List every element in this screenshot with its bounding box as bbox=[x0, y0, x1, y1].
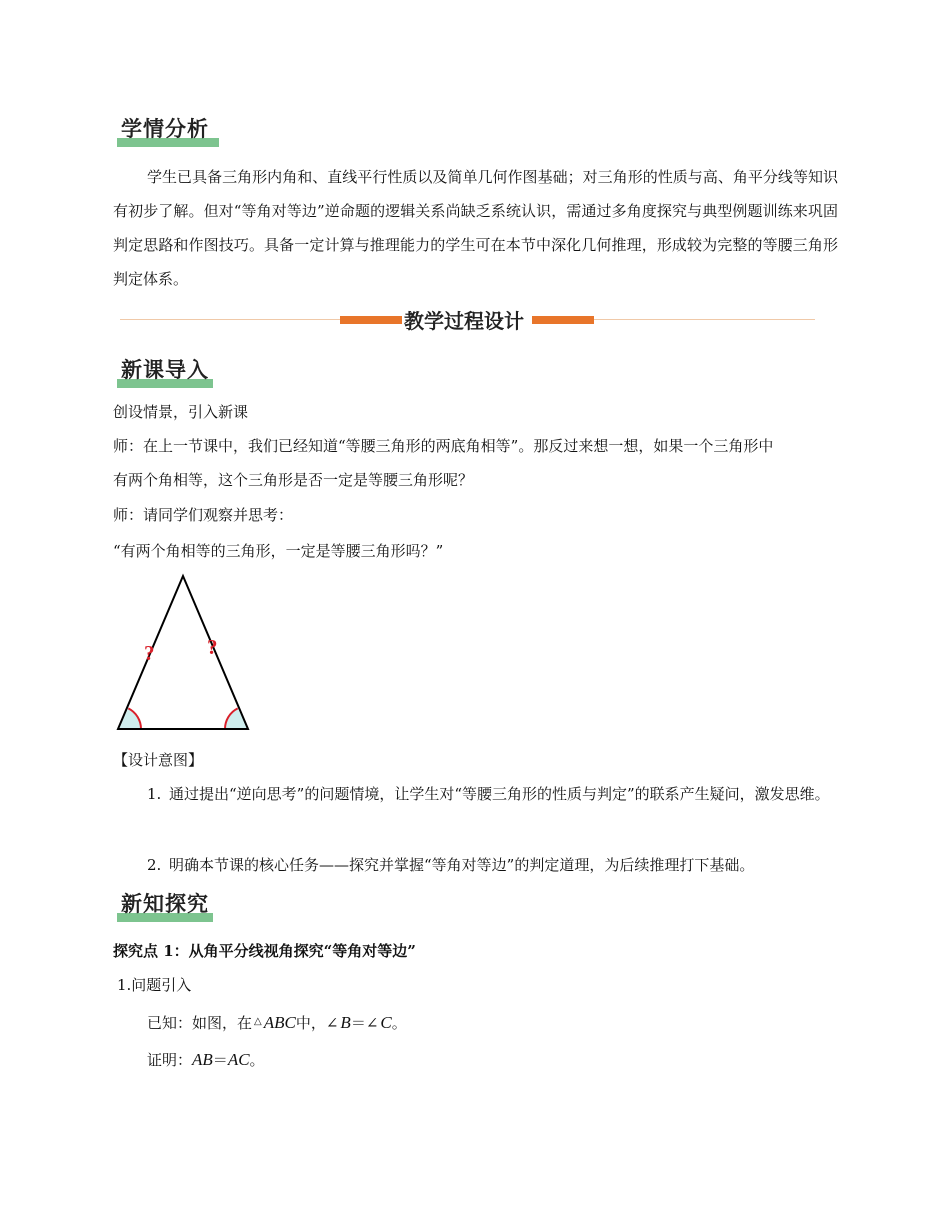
heading-text: 学情分析 bbox=[121, 117, 209, 141]
math-angle-c: C bbox=[380, 1013, 392, 1032]
list-text: 明确本节课的核心任务——探究并掌握“等角对等边”的判定道理，为后续推理打下基础。 bbox=[169, 856, 755, 874]
divider-accent-right bbox=[532, 316, 594, 324]
given-end: 。 bbox=[391, 1014, 407, 1032]
math-angle-b: B bbox=[340, 1013, 351, 1032]
divider-title: 教学过程设计 bbox=[404, 309, 524, 333]
process-design-divider bbox=[120, 305, 815, 335]
intro-line-3: 有两个角相等，这个三角形是否一定是等腰三角形呢？ bbox=[113, 471, 474, 489]
question-mark-right: ? bbox=[207, 635, 218, 659]
isosceles-triangle-figure bbox=[110, 570, 260, 740]
intro-line-5: “有两个角相等的三角形，一定是等腰三角形吗？” bbox=[113, 542, 444, 560]
section-heading-new-knowledge bbox=[117, 888, 213, 922]
learning-analysis-paragraph: 学生已具备三角形内角和、直线平行性质以及简单几何作图基础；对三角形的性质与高、角平分线等知识有初步了解。但对“等角对等边”逆命题的逻辑关系尚缺乏系统认识，需通过多角度探究与典型例题训练来巩固判定思路和作图技巧。具备一定计算与推理能力的学生可在本节中深化几何推理，形成较为完整的等腰三角形判定体系。 bbox=[113, 168, 838, 288]
question-mark-left: ? bbox=[144, 641, 155, 665]
intro-line-4: 师：请同学们观察并思考： bbox=[113, 506, 294, 524]
design-intent-item-2 bbox=[147, 848, 837, 882]
heading-text: 新课导入 bbox=[121, 358, 209, 382]
equals-sign: ＝ bbox=[350, 1014, 366, 1032]
math-side-ac: AC bbox=[227, 1050, 250, 1069]
section-heading-learning-analysis bbox=[117, 113, 219, 147]
design-intent-item-1 bbox=[147, 777, 837, 811]
equals-sign: ＝ bbox=[212, 1051, 228, 1069]
list-number: 1. bbox=[147, 785, 162, 803]
math-triangle-abc: ABC bbox=[263, 1013, 296, 1032]
intro-line-1: 创设情景，引入新课 bbox=[113, 403, 249, 421]
given-prefix: 已知：如图，在 bbox=[147, 1014, 253, 1032]
prove-statement bbox=[147, 1048, 265, 1072]
list-text: 通过提出“逆向思考”的问题情境，让学生对“等腰三角形的性质与判定”的联系产生疑问，激发思维。 bbox=[169, 785, 830, 803]
divider-line-right bbox=[594, 319, 815, 320]
divider-line-left bbox=[120, 319, 340, 320]
triangle-outline bbox=[118, 576, 248, 729]
intro-line-2: 师：在上一节课中，我们已经知道“等腰三角形的两底角相等”。那反过来想一想，如果一个三角形中 bbox=[113, 437, 774, 455]
triangle-symbol-icon: △ bbox=[254, 1016, 262, 1027]
design-intent-label: 【设计意图】 bbox=[113, 751, 204, 769]
exploration-point-title: 探究点 1：从角平分线视角探究“等角对等边” bbox=[113, 942, 416, 960]
given-mid: 中， bbox=[295, 1014, 326, 1032]
question-intro-subtitle: 1.问题引入 bbox=[117, 976, 192, 994]
prove-prefix: 证明： bbox=[147, 1051, 193, 1069]
heading-text: 新知探究 bbox=[121, 892, 209, 916]
list-number: 2. bbox=[147, 856, 162, 874]
section-heading-new-lesson bbox=[117, 354, 213, 388]
divider-accent-left bbox=[340, 316, 402, 324]
angle-symbol-icon: ∠ bbox=[325, 1014, 339, 1032]
prove-end: 。 bbox=[249, 1051, 265, 1069]
given-statement bbox=[147, 1010, 407, 1035]
math-side-ab: AB bbox=[192, 1050, 213, 1069]
angle-symbol-icon: ∠ bbox=[365, 1014, 379, 1032]
